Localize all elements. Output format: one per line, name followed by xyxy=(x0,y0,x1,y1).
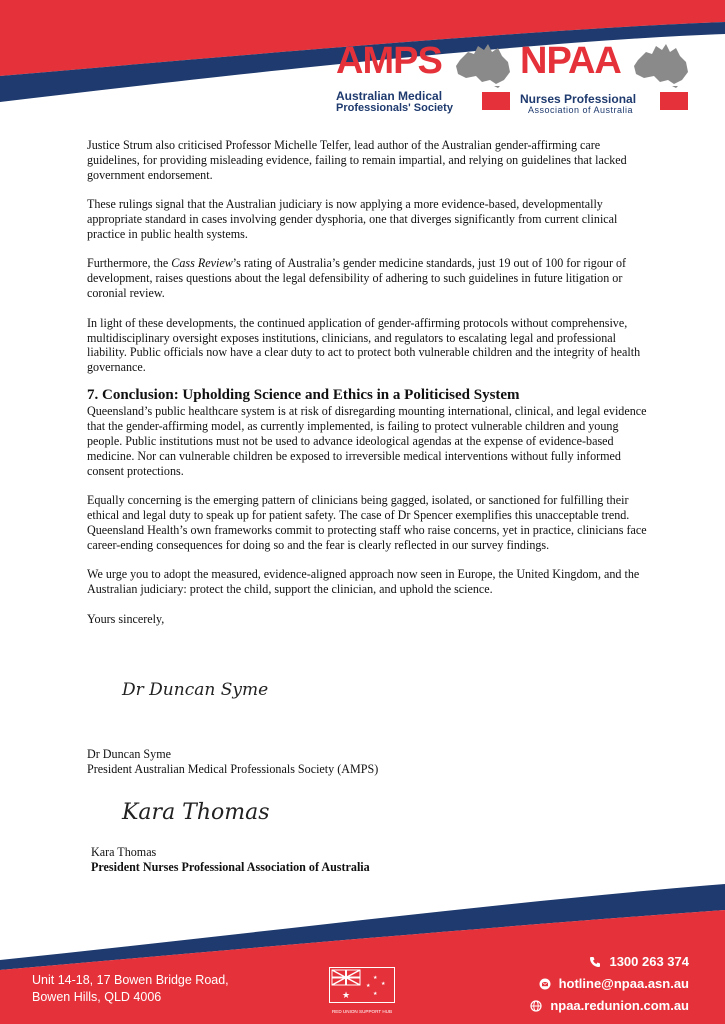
paragraph: Queensland’s public healthcare system is at risk of disregarding mounting international, clinical, and legal evidence that the gender-affirming model, as currently implemented, is failing to protect vulnerable children and young people. Public institutions must not be used to advance ideological agendas at the expense of evidence-based medicine. Nor can vulnerable children be exposed to irreversible medical interventions without fully informed consent protections. xyxy=(87,404,647,478)
paragraph xyxy=(87,256,647,301)
address-line-2: Bowen Hills, QLD 4006 xyxy=(32,990,162,1004)
signer-title: President Australian Medical Professionals Society (AMPS) xyxy=(87,761,379,776)
amps-logo-subtitle-1: Australian Medical xyxy=(336,89,443,103)
svg-text:★: ★ xyxy=(381,981,386,987)
email-icon xyxy=(539,978,551,990)
australian-flag-icon xyxy=(329,967,395,1003)
cass-review-title: Cass Review xyxy=(171,256,233,271)
contact-email xyxy=(530,973,689,995)
svg-text:★: ★ xyxy=(342,991,351,1001)
signer-name: Dr Duncan Syme xyxy=(87,747,171,761)
signer-block-2 xyxy=(91,845,370,875)
paragraph: We urge you to adopt the measured, evidence-aligned approach now seen in Europe, the United Kingdom, and the Australian judiciary: protect the child, support the clinician, and uphold the science. xyxy=(87,567,640,597)
signature-kara-thomas: Kara Thomas xyxy=(122,800,270,825)
globe-icon xyxy=(530,1000,542,1012)
npaa-logo-subtitle-1: Nurses Professional xyxy=(520,92,637,106)
phone-number[interactable]: 1300 263 374 xyxy=(609,954,689,969)
svg-text:★: ★ xyxy=(373,975,378,981)
svg-text:★: ★ xyxy=(373,991,378,997)
contact-phone xyxy=(530,951,689,973)
contact-website xyxy=(530,995,689,1017)
paragraph: These rulings signal that the Australian judiciary is now applying a more evidence-based, developmentally appropriate standard in cases involving gender dysphoria, one that diverges significantly from current clinical practice in public health systems. xyxy=(87,197,618,242)
australia-map-icon xyxy=(632,42,690,88)
phone-icon xyxy=(589,956,601,968)
amps-logo-text: AMPS xyxy=(336,40,442,82)
address-line-1: Unit 14-18, 17 Bowen Bridge Road, xyxy=(32,973,229,987)
footer-address xyxy=(32,972,229,1006)
australia-map-icon xyxy=(454,42,512,88)
amps-red-block xyxy=(482,92,510,110)
amps-logo xyxy=(336,42,516,114)
npaa-red-block xyxy=(660,92,688,110)
closing: Yours sincerely, xyxy=(87,611,165,626)
signer-block-1 xyxy=(87,747,378,777)
signer-name: Kara Thomas xyxy=(91,845,157,859)
signature-duncan-syme: Dr Duncan Syme xyxy=(122,680,269,700)
amps-logo-subtitle-2: Professionals' Society xyxy=(336,102,453,114)
paragraph: Justice Strum also criticised Professor Michelle Telfer, lead author of the Australian gender-affirming care guidelines, for providing misleading evidence, failing to remain impartial, and relying on guidelines that lacked government endorsement. xyxy=(87,138,627,182)
paragraph: In light of these developments, the continued application of gender-affirming protocols without comprehensive, multidisciplinary oversight exposes institutions, clinicians, and regulators to escalating legal and professional liability. Public officials now have a clear duty to act to protect both vulnerable children and the integrity of health governance. xyxy=(87,315,641,375)
npaa-logo-subtitle-2: Association of Australia xyxy=(528,105,634,115)
red-union-badge xyxy=(329,967,395,1014)
signer-title: President Nurses Professional Association of Australia xyxy=(91,859,370,874)
badge-caption: RED UNION SUPPORT HUB xyxy=(331,1009,393,1014)
section-heading: 7. Conclusion: Upholding Science and Ethics in a Politicised System xyxy=(87,387,520,404)
svg-text:★: ★ xyxy=(366,983,371,989)
paragraph-text: ’s rating of Australia’s gender medicine standards, just 19 out of 100 for rigour of development, raises questions about the legal defensibility of adhering to such guidelines in future litigation or coronial review. xyxy=(87,256,627,301)
letter-body xyxy=(87,138,647,641)
email-address[interactable]: hotline@npaa.asn.au xyxy=(558,976,689,991)
footer-contact xyxy=(530,951,689,1017)
paragraph-text: Furthermore, the xyxy=(87,256,172,271)
website-link[interactable]: npaa.redunion.com.au xyxy=(550,998,689,1013)
npaa-logo-text: NPAA xyxy=(520,40,621,82)
npaa-logo xyxy=(518,42,694,114)
paragraph: Equally concerning is the emerging pattern of clinicians being gagged, isolated, or sanctioned for fulfilling their ethical and legal duty to speak up for patient safety. The case of Dr Spencer exemplifies this unacceptable trend. Queensland Health’s own frameworks commit to protecting staff who raise concerns, yet in practice, clinicians face career-ending consequences for doing so and the fear is clearly reflected in our survey findings. xyxy=(87,493,647,553)
